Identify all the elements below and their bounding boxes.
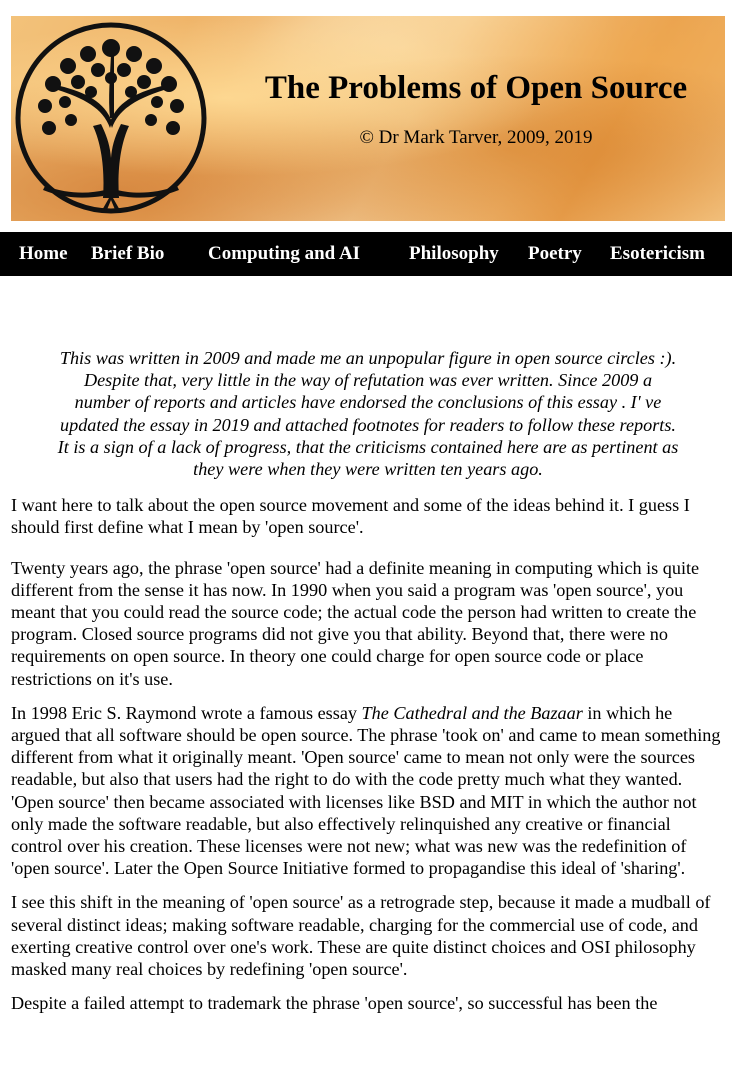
- intro-note: This was written in 2009 and made me an unpopular figure in open source circles :). Despite that, very little in the way of refutation was ever written. Since 2009 a number of reports and articles have endorsed the conclusions of this essay . I' ve updated the essay in 2019 and attached footnotes for readers to follow these reports. It is a sign of a lack of progress, that the criticisms contained here are as pertinent as they were when they were written ten years ago.: [57, 348, 679, 480]
- nav-item-poetry[interactable]: Poetry: [528, 243, 582, 264]
- paragraph-4: I see this shift in the meaning of 'open source' as a retrograde step, because it made a mudball of several distinct ideas; making software readable, charging for the commercial use of code, and exerting creative control over one's work. These are quite distinct choices and OSI philosophy masked many real choices by redefining 'open source'.: [11, 892, 711, 980]
- nav-item-philosophy[interactable]: Philosophy: [409, 243, 499, 264]
- paragraph-2: Twenty years ago, the phrase 'open source' had a definite meaning in computing which is quite different from the sense it has now. In 1990 when you said a program was 'open source', you meant that you could read the source code; the actual code the person had written to create the program. Closed source programs did not give you that ability. Beyond that, there were no requirements on open source. In theory one could charge for open source code or place restrictions on it's use.: [11, 557, 700, 689]
- nav-item-computing-and-ai[interactable]: Computing and AI: [208, 243, 361, 264]
- nav-item-brief-bio[interactable]: Brief Bio: [91, 243, 165, 264]
- tree-of-life-icon: [13, 18, 213, 218]
- page-title: The Problems of Open Source: [264, 70, 688, 106]
- nav-item-esotericism[interactable]: Esotericism: [610, 243, 705, 264]
- book-title: The Cathedral and the Bazaar: [361, 702, 583, 723]
- copyright-subtitle: © Dr Mark Tarver, 2009, 2019: [359, 127, 593, 148]
- nav-item-home[interactable]: Home: [19, 243, 68, 264]
- paragraph-3-start: In 1998 Eric S. Raymond wrote a famous essay: [11, 702, 362, 723]
- paragraph-5: Despite a failed attempt to trademark the phrase 'open source', so successful has been the: [11, 993, 658, 1014]
- paragraph-1: I want here to talk about the open source movement and some of the ideas behind it. I guess I should first define what I mean by 'open source'.: [11, 495, 690, 538]
- header-banner: [11, 16, 725, 221]
- paragraph-3-rest: in which he argued that all software should be open source. The phrase 'took on' and came to mean something different from what it originally meant. 'Open source' came to mean not only were the sources readable, but also that users had the right to do with the code pretty much what they wanted. 'Open source' then became associated with licenses like BSD and MIT in which the author not only made the software readable, but also effectively relinquished any creative or financial control over his creation. These licenses were not new; what was new was the redefinition of 'open source'. Later the Open Source Initiative formed to propagandise this ideal of 'sharing'.: [11, 702, 721, 879]
- article-body: [11, 347, 725, 1032]
- main-navigation: [0, 232, 732, 276]
- paragraph-3: [11, 702, 725, 880]
